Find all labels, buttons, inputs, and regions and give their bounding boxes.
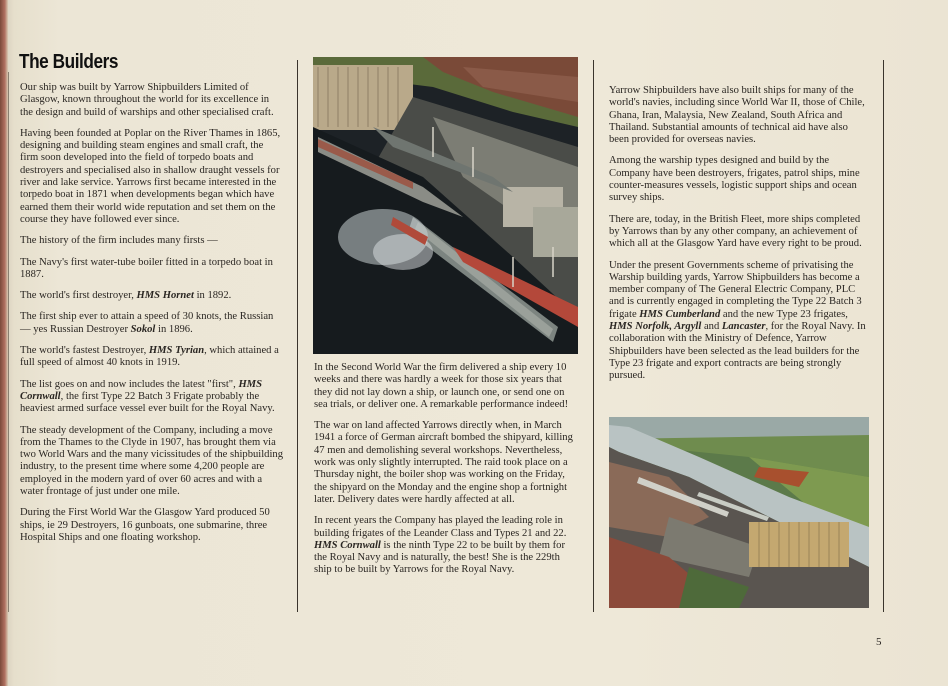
text-run: in 1892. <box>193 290 232 302</box>
book-spine <box>0 0 8 686</box>
paragraph: Yarrow Shipbuilders have also built ships for many of the world's navies, including since World War II, those of Chile, Ghana, Iran, Malaysia, New Zealand, South Africa and Thailand. Substantial amounts of technical aid have also been provided for overseas navies. <box>609 85 865 146</box>
text-run: , for the Royal Navy. In collaboration with the Ministry of Defence, Yarrow Shipbuilders have been selected as the lead builders for the Type 23 frigate and export contracts are being strongly pursued. <box>609 321 866 382</box>
paragraph: Among the warship types designed and build by the Company have been destroyers, frigates, patrol ships, mine counter-measures vessels, logistic support ships and ocean survey ships. <box>609 155 860 204</box>
paragraph <box>314 515 578 576</box>
ship-name: HMS Norfolk, Argyll <box>609 321 702 333</box>
text-run: The world's first destroyer, <box>20 290 137 302</box>
column-rule-outer <box>883 60 884 612</box>
text-column-1 <box>20 82 284 553</box>
text-column-3 <box>609 85 869 392</box>
text-run: , the first Type 22 Batch 3 Frigate probably the heaviest armed surface vessel ever built for the Royal Navy. <box>20 390 275 415</box>
ship-name: HMS Cumberland <box>639 308 721 320</box>
text-run: and the new Type 23 frigates, <box>720 308 848 320</box>
ship-name: HMS Cornwall <box>20 378 262 402</box>
paragraph: The steady development of the Company, including a move from the Thames to the Clyde in 1907, has brought them via two World Wars and the many vicissitudes of the shipbuilding industry, to the present time where some 4,200 people are employed in the modern yard of over 60 acres and with a water frontage of just under one mile. <box>20 424 284 498</box>
text-run: , which attained a full speed of almost 40 knots in 1919. <box>20 345 279 369</box>
shipyard-aerial-image <box>313 57 578 354</box>
paragraph: The Navy's first water-tube boiler fitted in a torpedo boat in 1887. <box>20 256 273 280</box>
paragraph: In the Second World War the firm delivered a ship every 10 weeks and there was hardly a week for those six years that they did not lay down a ship, or launch one, or send one on sea trials, or deliver one. A remarkable performance indeed! <box>314 362 569 410</box>
text-run: In recent years the Company has played the leading role in building frigates of the Leander Class and Types 21 and 22. <box>314 515 567 539</box>
text-run: and <box>701 321 722 333</box>
paragraph: During the First World War the Glasgow Yard produced 50 ships, ie 29 Destroyers, 16 gunboats, one submarine, three Hospital Ships and one floating workshop. <box>20 507 270 543</box>
paragraph: Having been founded at Poplar on the River Thames in 1865, designing and building steam engines and small craft, the firm soon developed into the field of torpedo boats and destroyers and specialised also in shallow draught vessels for river and lake service. Yarrows first became interested in the torpedo boat in 1871 when developments began which have earned them their world wide reputation and set them on the course they have followed ever since. <box>20 127 281 225</box>
paragraph: Our ship was built by Yarrow Shipbuilders Limited of Glasgow, known throughout the world for its excellence in the design and build of warships and other specialised craft. <box>20 82 274 118</box>
text-run: in 1896. <box>155 323 193 335</box>
column-rule-left <box>297 60 298 612</box>
column-rule-right <box>593 60 594 612</box>
ship-name: HMS Cornwall <box>314 539 381 551</box>
ship-name: HMS Hornet <box>136 290 194 302</box>
page-title: The Builders <box>19 51 119 73</box>
paragraph: The war on land affected Yarrows directly when, in March 1941 a force of German aircraft bombed the shipyard, killing 47 men and demolishing several workshops. Nevertheless, work was only slightly interrupted. The raid took place on a Thursday night, the boiler shop was working on the Friday, the shipyard on the Monday and the engine shop a fortnight later. Delivery dates were hardly affected at all. <box>314 420 573 505</box>
ship-name: Lancaster <box>721 321 766 333</box>
river-yard-aerial-photo <box>609 417 869 608</box>
paragraph <box>20 311 284 336</box>
column-rule-margin <box>8 72 9 612</box>
text-run: The first ship ever to attain a speed of 30 knots, the Russian — yes Russian Destroyer <box>20 311 274 335</box>
shipyard-aerial-photo <box>313 57 578 354</box>
text-run: The world's fastest Destroyer, <box>20 345 149 357</box>
text-run: is the ninth Type 22 to be built by them for the Royal Navy and is naturally, the best! She is the 229th ship to be built by Yarrows for the Royal Navy. <box>314 539 565 576</box>
paragraph <box>20 379 284 416</box>
text-run: The list goes on and now includes the latest "first", <box>20 378 239 390</box>
paragraph: The history of the firm includes many firsts — <box>20 235 218 247</box>
text-column-2 <box>314 362 578 586</box>
paragraph: There are, today, in the British Fleet, more ships completed by Yarrows than by any other company, an achievement of which all at the Glasgow Yard have every right to be proud. <box>609 213 862 250</box>
paragraph <box>609 260 869 383</box>
paragraph <box>20 290 284 302</box>
river-yard-aerial-image <box>609 417 869 608</box>
page-number: 5 <box>876 636 882 648</box>
ship-name: HMS Tyrian <box>148 345 205 357</box>
paragraph <box>20 345 284 370</box>
ship-name: Sokol <box>130 323 156 335</box>
text-run: Under the present Governments scheme of privatising the Warship building yards, Yarrow Shipbuilders has become a member company of The General Electric Company, PLC and is currently engaged in completing the Type 22 Batch 3 frigate <box>609 259 862 320</box>
